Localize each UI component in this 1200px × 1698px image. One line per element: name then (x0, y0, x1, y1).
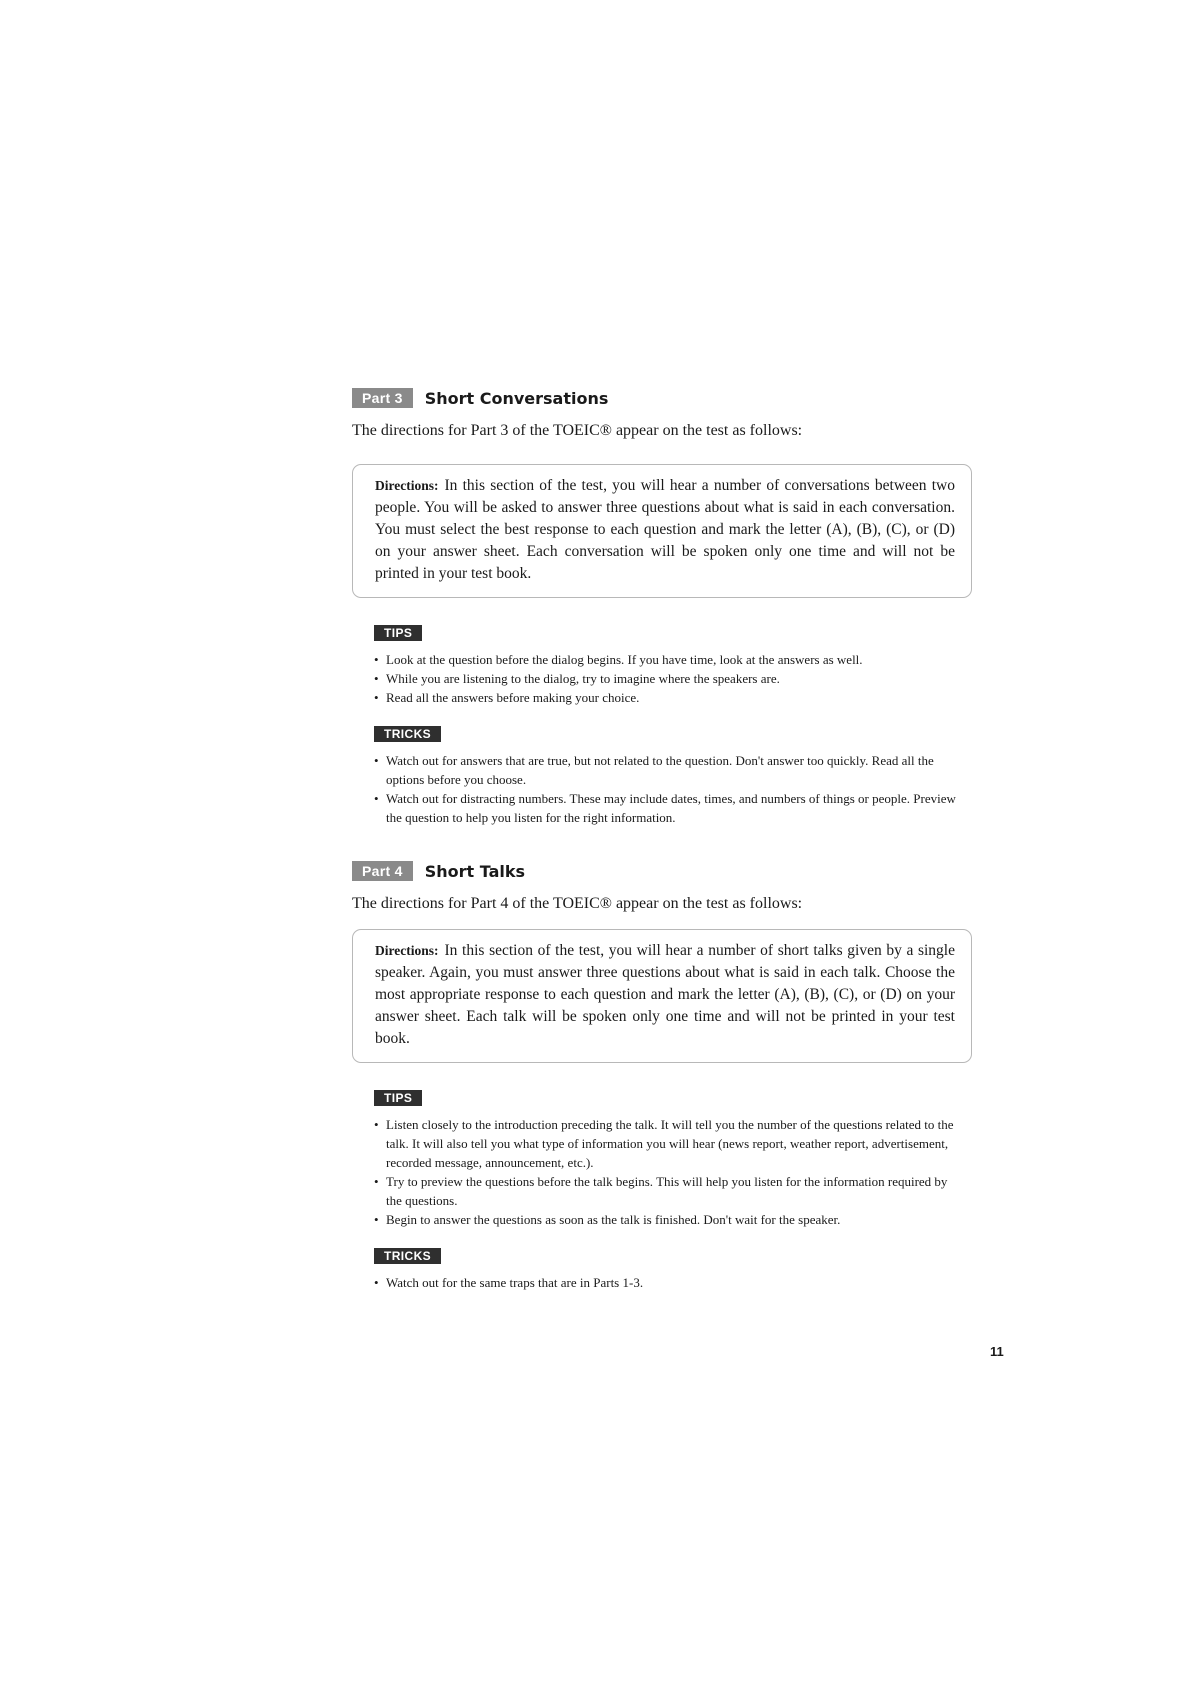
part3-label: Part 3 (352, 388, 413, 408)
part3-tips-label: TIPS (374, 625, 422, 641)
part4-title: Short Talks (424, 861, 526, 881)
list-item: • Read all the answers before making your choice. (374, 688, 960, 707)
part3-heading (352, 384, 972, 412)
page-content (352, 384, 972, 1292)
list-item: • Look at the question before the dialog begins. If you have time, look at the answers as well. (374, 650, 960, 669)
part3-tricks-label: TRICKS (374, 726, 441, 742)
part3-tricks-label-wrap (374, 725, 972, 743)
part3-directions-box (352, 464, 972, 598)
part4-label: Part 4 (352, 861, 413, 881)
part3-tricks-list (374, 751, 972, 827)
part4-tricks-list (374, 1273, 972, 1292)
part4-directions-label: Directions: (375, 943, 439, 958)
part4-directions-text: In this section of the test, you will hear a number of short talks given by a single speaker. Again, you must answer three questions about what is said in each talk. Choose the most appropriate response to each question and mark the letter (A), (B), (C), or (D) on your answer sheet. Each talk will be spoken only one time and will not be printed in your test book. (375, 942, 955, 1047)
part3-directions-label: Directions: (375, 478, 439, 493)
part4-intro: The directions for Part 4 of the TOEIC® appear on the test as follows: (352, 895, 803, 912)
list-item: • Watch out for distracting numbers. These may include dates, times, and numbers of things or people. Preview the question to help you listen for the right information. (374, 789, 960, 827)
part4-tricks-label-wrap (374, 1247, 972, 1265)
part3-directions-text: In this section of the test, you will hear a number of conversations between two people. You will be asked to answer three questions about what is said in each conversation. You must select the best response to each question and mark the letter (A), (B), (C), or (D) on your answer sheet. Each conversation will be spoken only one time and will not be printed in your test book. (375, 477, 955, 582)
part4-tricks-label: TRICKS (374, 1248, 441, 1264)
page-number: 11 (990, 1344, 1004, 1359)
part3-tips-label-wrap (374, 624, 972, 642)
part4-tips-label: TIPS (374, 1090, 422, 1106)
list-item: • While you are listening to the dialog, try to imagine where the speakers are. (374, 669, 960, 688)
part3-section (352, 384, 972, 827)
part3-tips-list (374, 650, 972, 707)
list-item: • Try to preview the questions before the talk begins. This will help you listen for the information required by the questions. (374, 1172, 960, 1210)
list-item: • Begin to answer the questions as soon as the talk is finished. Don't wait for the speaker. (374, 1210, 960, 1229)
part4-section (352, 857, 972, 1292)
part4-tips-label-wrap (374, 1089, 972, 1107)
part3-title: Short Conversations (424, 388, 609, 408)
part3-intro: The directions for Part 3 of the TOEIC® appear on the test as follows: (352, 422, 803, 439)
part4-tips-list (374, 1115, 972, 1229)
list-item: • Watch out for answers that are true, but not related to the question. Don't answer too quickly. Read all the options before you choose. (374, 751, 960, 789)
part4-directions-box (352, 929, 972, 1063)
list-item: • Watch out for the same traps that are in Parts 1-3. (374, 1273, 960, 1292)
part4-heading (352, 857, 972, 885)
list-item: • Listen closely to the introduction preceding the talk. It will tell you the number of the questions related to the talk. It will also tell you what type of information you will hear (news report, weather report, advertisement, recorded message, announcement, etc.). (374, 1115, 960, 1172)
